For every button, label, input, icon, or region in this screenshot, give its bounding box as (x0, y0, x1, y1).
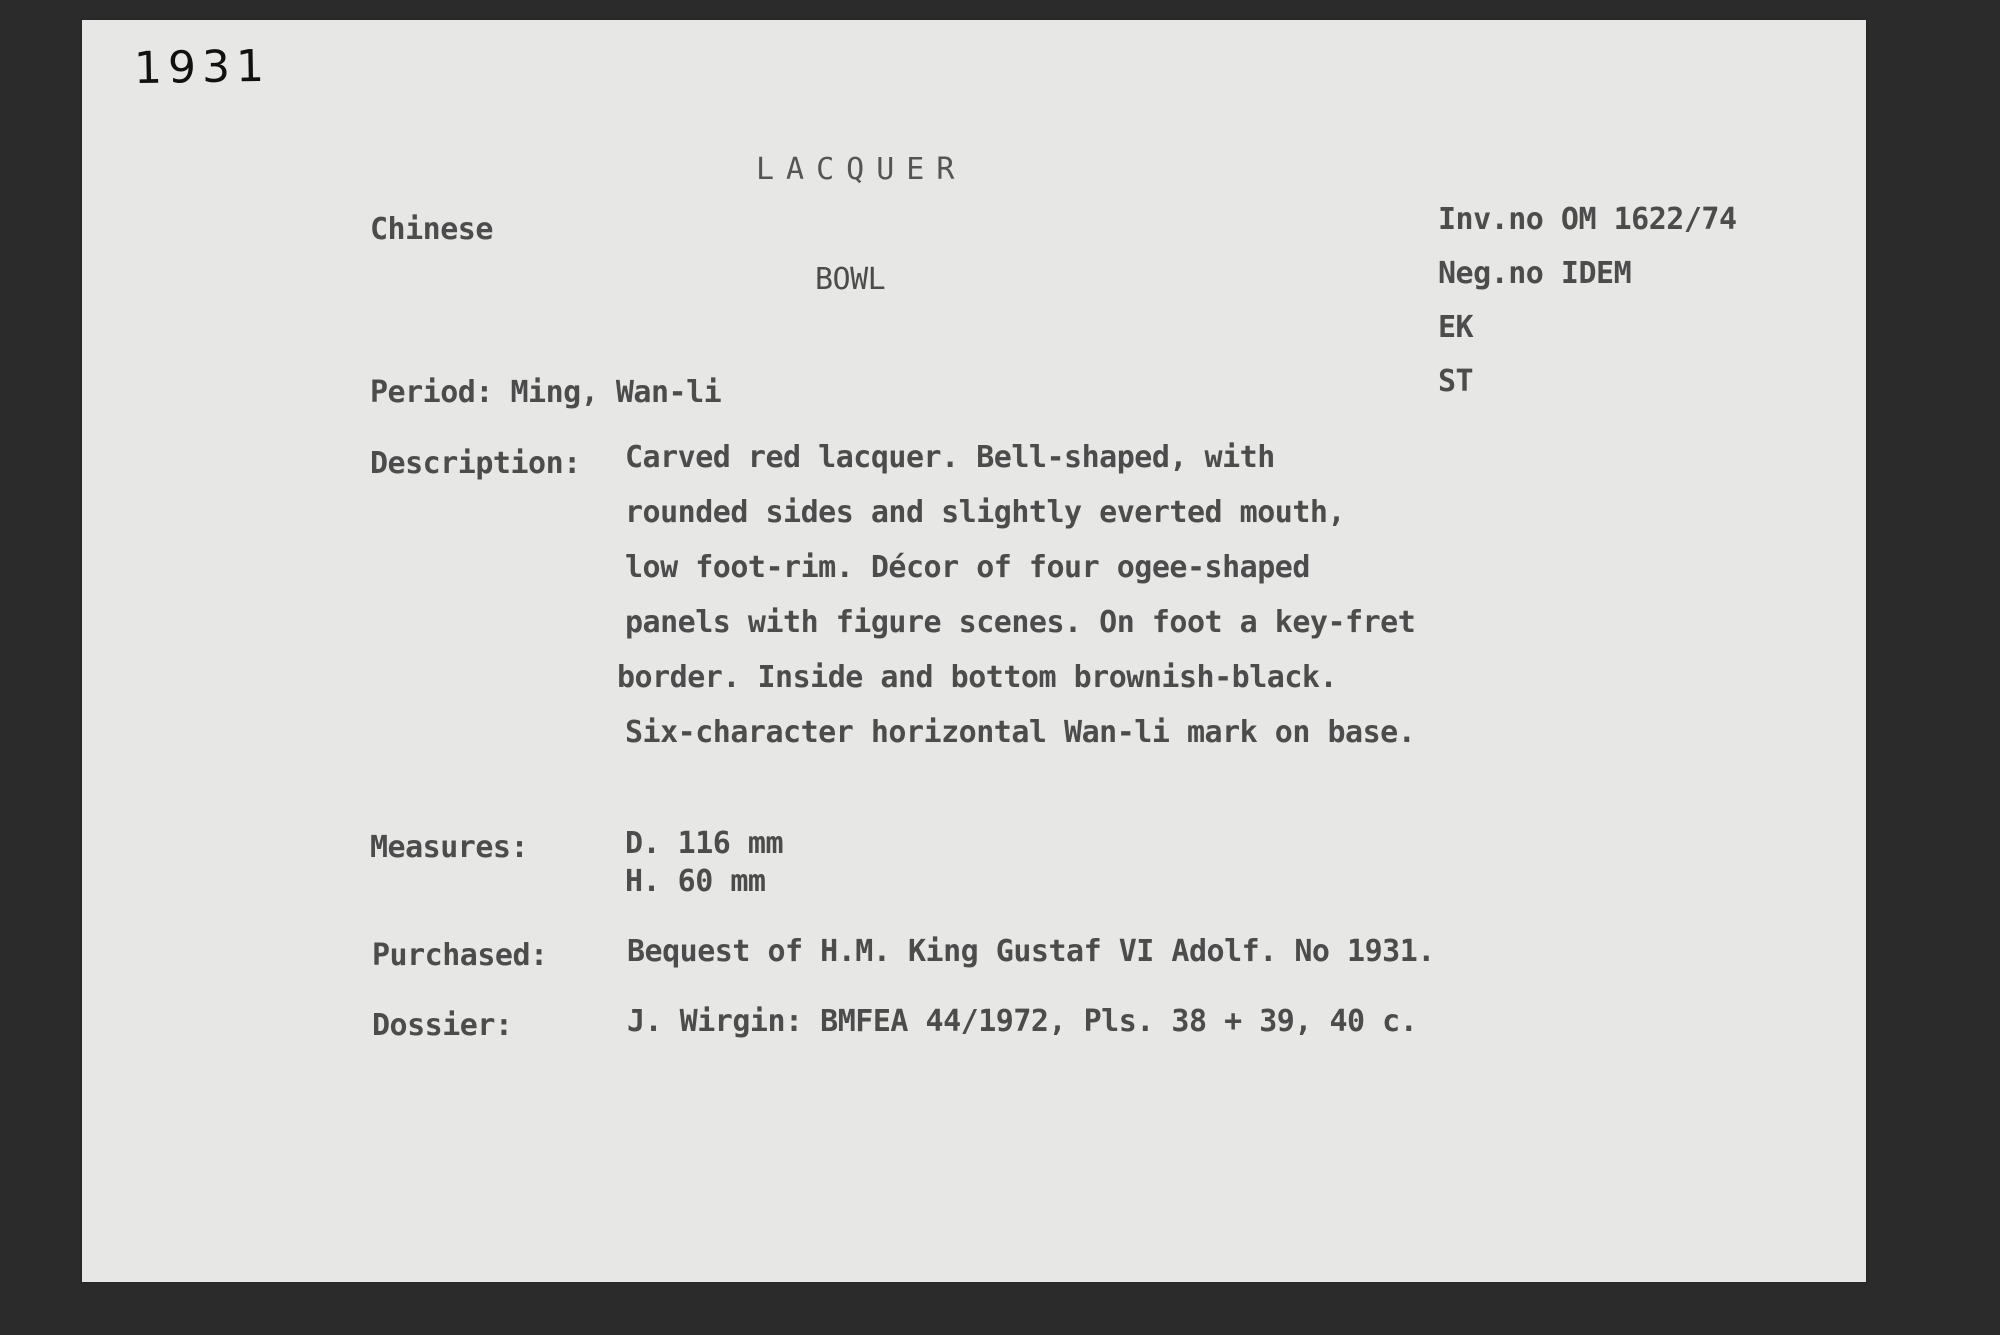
code-st: ST (1438, 364, 1474, 399)
object-type: BOWL (815, 262, 886, 297)
negative-number: Neg.no IDEM (1438, 256, 1632, 291)
description-line: rounded sides and slightly everted mouth, (625, 495, 1346, 530)
purchased-label: Purchased: (372, 938, 548, 973)
measure-height: H. 60 mm (625, 864, 766, 899)
description-line: border. Inside and bottom brownish-black. (617, 660, 1338, 695)
card-heading: LACQUER (756, 152, 967, 187)
code-ek: EK (1438, 310, 1474, 345)
description-line: Carved red lacquer. Bell-shaped, with (625, 440, 1275, 475)
description-line: Six-character horizontal Wan-li mark on base. (625, 715, 1416, 750)
inventory-number: Inv.no OM 1622/74 (1438, 202, 1737, 237)
dossier-text: J. Wirgin: BMFEA 44/1972, Pls. 38 + 39, 40 c. (627, 1004, 1418, 1039)
measures-label: Measures: (370, 830, 529, 865)
description-label: Description: (370, 446, 581, 481)
description-line: panels with figure scenes. On foot a key-fret (625, 605, 1416, 640)
purchased-text: Bequest of H.M. King Gustaf VI Adolf. No 1931. (627, 934, 1435, 969)
dossier-label: Dossier: (372, 1008, 513, 1043)
measure-diameter: D. 116 mm (625, 826, 784, 861)
category-label: Chinese (370, 212, 493, 247)
description-line: low foot-rim. Décor of four ogee-shaped (625, 550, 1310, 585)
handwritten-number: 1931 (133, 40, 271, 95)
period-field: Period: Ming, Wan-li (370, 375, 722, 410)
